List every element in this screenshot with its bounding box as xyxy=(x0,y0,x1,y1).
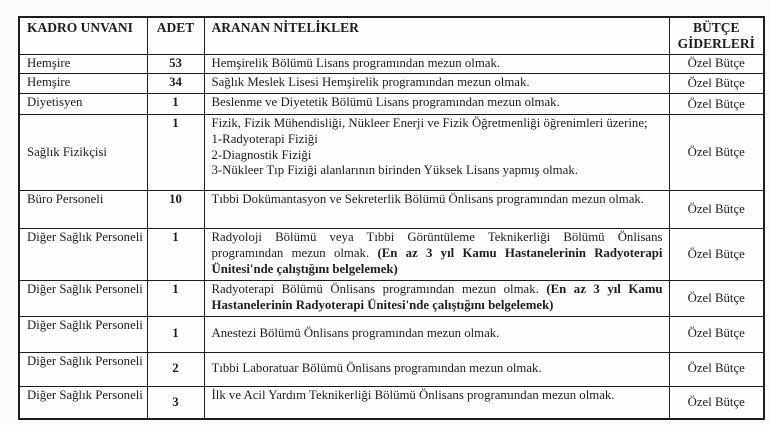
table-row xyxy=(19,54,764,74)
table-row xyxy=(19,352,764,386)
nitelik-text: Anestezi Bölümü Önlisans programından mezun olmak. xyxy=(211,325,500,340)
nitelik-text: 3-Nükleer Tıp Fiziği alanlarının birinden Yüksek Lisans yapmış olmak. xyxy=(211,163,578,178)
nitelik-text: Tıbbi Dokümantasyon ve Sekreterlik Bölümü Önlisans programından mezun olmak. xyxy=(211,192,645,207)
nitelik-bold-text: (En az 3 yıl Kamu Hastanelerinin Radyoterapi Ünitesi'nde çalıştığını belgelemek) xyxy=(211,246,663,276)
butce-giderleri-cell: Özel Bütçe xyxy=(669,229,764,281)
aranan-nitelikler-cell xyxy=(204,74,669,94)
table-row xyxy=(19,74,764,94)
nitelik-line xyxy=(212,148,663,164)
adet-cell: 53 xyxy=(147,54,204,74)
col-header-adet: ADET xyxy=(147,17,204,54)
kadro-unvani-cell: Diğer Sağlık Personeli xyxy=(19,386,147,419)
nitelik-line xyxy=(212,388,663,404)
kadro-unvani-cell: Diğer Sağlık Personeli xyxy=(19,316,147,352)
nitelik-line xyxy=(212,230,663,277)
table-body xyxy=(19,54,764,419)
butce-giderleri-cell: Özel Bütçe xyxy=(669,191,764,229)
nitelik-text: Beslenme ve Diyetetik Bölümü Lisans programından mezun olmak. xyxy=(211,95,560,110)
butce-giderleri-cell: Özel Bütçe xyxy=(669,74,764,94)
nitelik-text: Fizik, Fizik Mühendisliği, Nükleer Enerji ve Fizik Öğretmenliği öğrenimleri üzerine; xyxy=(211,116,648,131)
nitelik-text: Tıbbi Laboratuar Bölümü Önlisans programından mezun olmak. xyxy=(211,360,542,375)
adet-cell: 10 xyxy=(147,191,204,229)
table-row xyxy=(19,115,764,191)
kadro-unvani-cell: Diyetisyen xyxy=(19,94,147,115)
kadro-unvani-cell: Büro Personeli xyxy=(19,191,147,229)
table-row xyxy=(19,191,764,229)
table-row xyxy=(19,316,764,352)
col-header-kadro-unvani: KADRO UNVANI xyxy=(19,17,147,54)
aranan-nitelikler-cell xyxy=(204,386,669,419)
nitelik-line xyxy=(212,56,663,72)
adet-cell: 1 xyxy=(147,94,204,115)
kadro-table xyxy=(18,16,765,420)
aranan-nitelikler-cell xyxy=(204,191,669,229)
aranan-nitelikler-cell xyxy=(204,316,669,352)
nitelik-line xyxy=(212,95,663,111)
kadro-unvani-cell: Hemşire xyxy=(19,54,147,74)
table-row xyxy=(19,94,764,115)
butce-giderleri-cell: Özel Bütçe xyxy=(669,115,764,191)
kadro-unvani-cell: Sağlık Fizikçisi xyxy=(19,115,147,191)
table-row xyxy=(19,386,764,419)
nitelik-line xyxy=(212,116,663,132)
nitelik-line xyxy=(212,361,663,377)
aranan-nitelikler-cell xyxy=(204,229,669,281)
kadro-unvani-cell: Diğer Sağlık Personeli xyxy=(19,229,147,281)
table-row xyxy=(19,281,764,316)
nitelik-line xyxy=(212,192,663,208)
nitelik-text: Hemşirelik Bölümü Lisans programından mezun olmak. xyxy=(211,55,501,70)
table-header xyxy=(19,17,764,54)
nitelik-text: İlk ve Acil Yardım Teknikerliği Bölümü Önlisans programından mezun olmak. xyxy=(211,387,615,402)
col-header-aranan-nitelikler: ARANAN NİTELİKLER xyxy=(204,17,669,54)
butce-giderleri-cell: Özel Bütçe xyxy=(669,352,764,386)
adet-cell: 2 xyxy=(147,352,204,386)
nitelik-text: 1-Radyoterapi Fiziği xyxy=(211,132,318,147)
table-row xyxy=(19,229,764,281)
nitelik-text: 2-Diagnostik Fiziği xyxy=(211,147,312,162)
butce-giderleri-cell: Özel Bütçe xyxy=(669,316,764,352)
butce-giderleri-cell: Özel Bütçe xyxy=(669,281,764,316)
aranan-nitelikler-cell xyxy=(204,352,669,386)
nitelik-line xyxy=(212,132,663,148)
adet-cell: 1 xyxy=(147,115,204,191)
nitelik-text: Sağlık Meslek Lisesi Hemşirelik programından mezun olmak. xyxy=(211,75,530,90)
nitelik-text: Radyoloji Bölümü veya Tıbbi Görüntüleme Teknikerliği Bölümü Önlisans programından mezun olmak. xyxy=(211,230,663,261)
aranan-nitelikler-cell xyxy=(204,94,669,115)
adet-cell: 34 xyxy=(147,74,204,94)
aranan-nitelikler-cell xyxy=(204,115,669,191)
butce-giderleri-cell: Özel Bütçe xyxy=(669,94,764,115)
nitelik-line xyxy=(212,75,663,91)
table-header-row xyxy=(19,17,764,54)
adet-cell: 1 xyxy=(147,281,204,316)
aranan-nitelikler-cell xyxy=(204,54,669,74)
nitelik-line xyxy=(212,163,663,179)
kadro-unvani-cell: Diğer Sağlık Personeli xyxy=(19,352,147,386)
aranan-nitelikler-cell xyxy=(204,281,669,316)
nitelik-bold-text: (En az 3 yıl Kamu Hastanelerinin Radyoterapi Ünitesi'nde çalıştığını belgelemek) xyxy=(211,282,663,313)
adet-cell: 1 xyxy=(147,229,204,281)
nitelik-text: Radyoterapi Bölümü Önlisans programından mezun olmak. xyxy=(211,282,547,297)
butce-giderleri-cell: Özel Bütçe xyxy=(669,54,764,74)
kadro-unvani-cell: Hemşire xyxy=(19,74,147,94)
nitelik-line xyxy=(212,326,663,342)
adet-cell: 1 xyxy=(147,316,204,352)
kadro-unvani-cell: Diğer Sağlık Personeli xyxy=(19,281,147,316)
adet-cell: 3 xyxy=(147,386,204,419)
butce-giderleri-cell: Özel Bütçe xyxy=(669,386,764,419)
col-header-butce-giderleri: BÜTÇE GİDERLERİ xyxy=(669,17,764,54)
nitelik-line xyxy=(212,282,663,313)
